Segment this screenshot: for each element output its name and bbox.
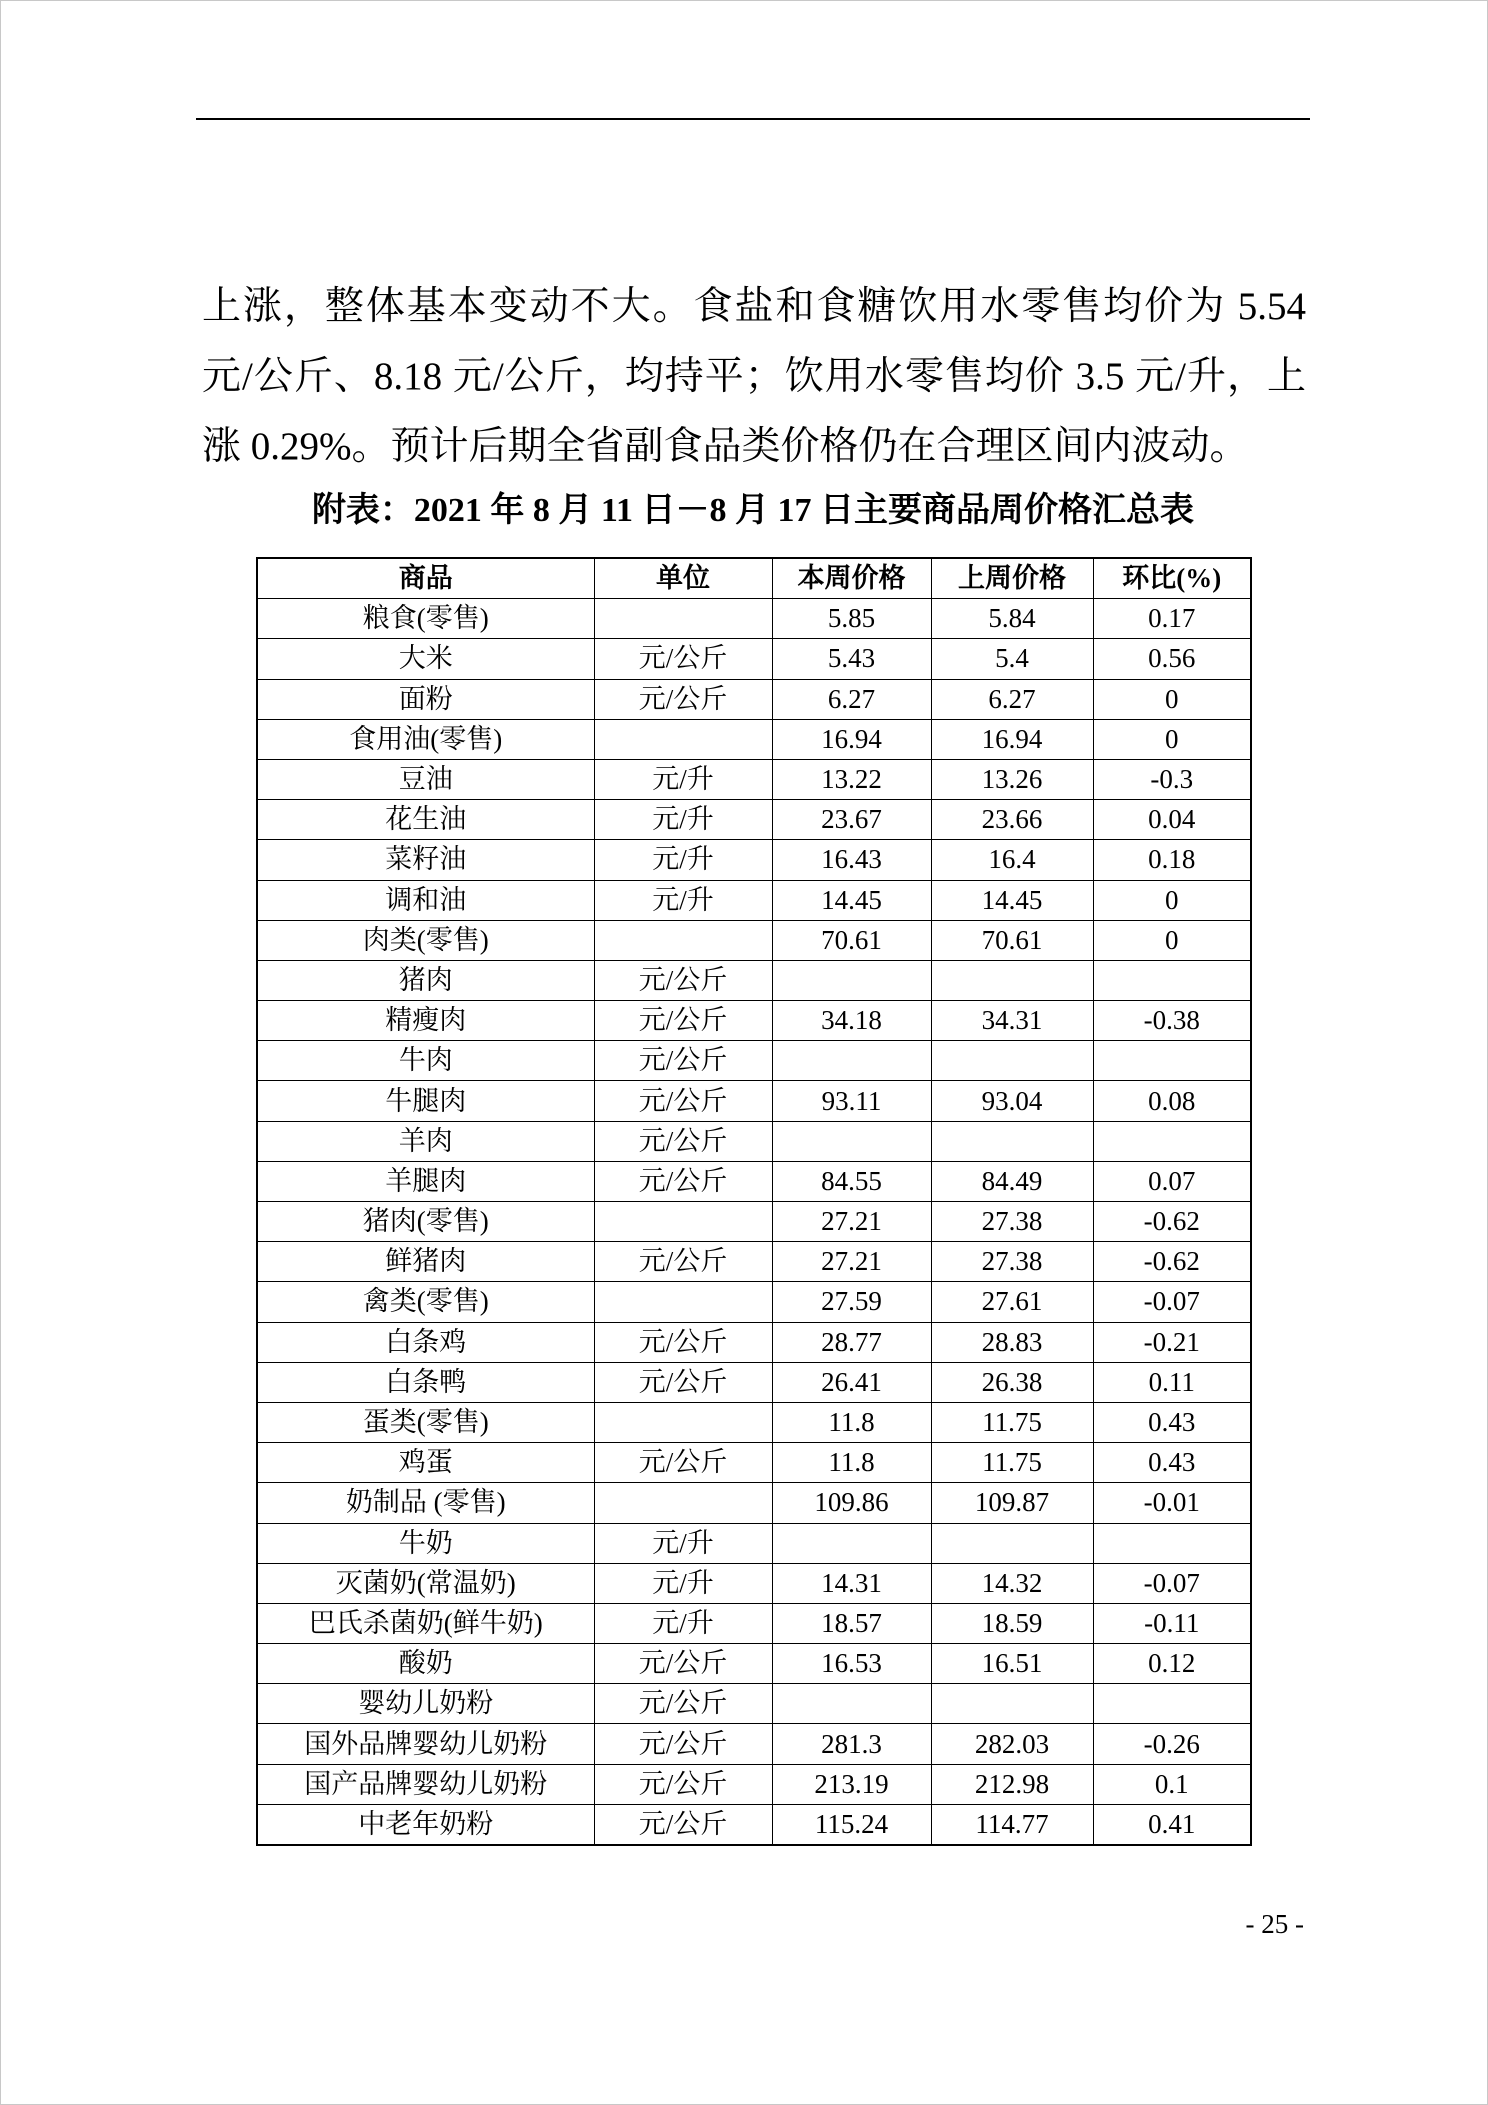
cell-unit [594,1202,772,1242]
cell-change-pct: -0.62 [1093,1202,1251,1242]
cell-unit: 元/升 [594,1523,772,1563]
cell-unit: 元/升 [594,1603,772,1643]
cell-commodity: 肉类(零售) [257,920,594,960]
table-row [257,1322,1251,1362]
cell-commodity: 牛肉 [257,1041,594,1081]
cell-unit [594,1282,772,1322]
cell-last-week-price: 11.75 [931,1443,1093,1483]
table-row [257,1804,1251,1845]
table-row [257,639,1251,679]
cell-commodity: 面粉 [257,679,594,719]
cell-this-week-price: 109.86 [772,1483,931,1523]
cell-last-week-price [931,1523,1093,1563]
cell-this-week-price: 16.43 [772,840,931,880]
header-rule [196,118,1310,120]
cell-unit: 元/公斤 [594,1644,772,1684]
table-title: 附表：2021 年 8 月 11 日－8 月 17 日主要商品周价格汇总表 [311,492,1195,529]
cell-last-week-price [931,1121,1093,1161]
table-row [257,800,1251,840]
cell-unit [594,599,772,639]
cell-unit: 元/公斤 [594,639,772,679]
table-body [257,599,1251,1845]
cell-change-pct: -0.38 [1093,1001,1251,1041]
table-row [257,1041,1251,1081]
cell-unit: 元/公斤 [594,1242,772,1282]
cell-change-pct [1093,1523,1251,1563]
cell-this-week-price: 11.8 [772,1402,931,1442]
table-row [257,1523,1251,1563]
cell-unit: 元/升 [594,880,772,920]
cell-commodity: 精瘦肉 [257,1001,594,1041]
cell-commodity: 酸奶 [257,1644,594,1684]
header-unit: 单位 [594,558,772,599]
cell-change-pct: -0.07 [1093,1282,1251,1322]
cell-this-week-price [772,1121,931,1161]
cell-commodity: 食用油(零售) [257,719,594,759]
cell-change-pct: 0 [1093,719,1251,759]
cell-commodity: 白条鸡 [257,1322,594,1362]
cell-this-week-price: 34.18 [772,1001,931,1041]
cell-change-pct: -0.21 [1093,1322,1251,1362]
cell-unit [594,1402,772,1442]
table-row [257,1282,1251,1322]
cell-change-pct: -0.11 [1093,1603,1251,1643]
cell-commodity: 蛋类(零售) [257,1402,594,1442]
cell-unit: 元/公斤 [594,1362,772,1402]
cell-this-week-price: 281.3 [772,1724,931,1764]
cell-last-week-price: 11.75 [931,1402,1093,1442]
table-row [257,1764,1251,1804]
cell-change-pct: 0 [1093,880,1251,920]
cell-change-pct [1093,1041,1251,1081]
cell-change-pct: 0.18 [1093,840,1251,880]
table-row [257,1001,1251,1041]
paragraph-line: 上涨，整体基本变动不大。食盐和食糖饮用水零售均价为 5.54 [202,285,1306,328]
cell-unit: 元/公斤 [594,960,772,1000]
cell-change-pct: -0.01 [1093,1483,1251,1523]
cell-last-week-price [931,1041,1093,1081]
cell-change-pct: -0.26 [1093,1724,1251,1764]
cell-last-week-price: 27.61 [931,1282,1093,1322]
cell-unit: 元/公斤 [594,1121,772,1161]
cell-change-pct: 0.12 [1093,1644,1251,1684]
cell-commodity: 婴幼儿奶粉 [257,1684,594,1724]
cell-unit: 元/升 [594,759,772,799]
cell-change-pct: 0.43 [1093,1443,1251,1483]
price-summary-table [256,557,1252,1846]
table-row [257,1402,1251,1442]
page-number: - 25 - [1245,1909,1304,1939]
cell-last-week-price: 70.61 [931,920,1093,960]
cell-last-week-price [931,960,1093,1000]
cell-last-week-price: 27.38 [931,1202,1093,1242]
cell-commodity: 牛奶 [257,1523,594,1563]
cell-this-week-price: 26.41 [772,1362,931,1402]
cell-change-pct: 0.07 [1093,1161,1251,1201]
cell-last-week-price: 13.26 [931,759,1093,799]
cell-change-pct: 0.08 [1093,1081,1251,1121]
cell-last-week-price: 14.45 [931,880,1093,920]
cell-change-pct: 0.04 [1093,800,1251,840]
cell-change-pct: 0.1 [1093,1764,1251,1804]
cell-this-week-price: 11.8 [772,1443,931,1483]
cell-commodity: 牛腿肉 [257,1081,594,1121]
table-row [257,1563,1251,1603]
cell-last-week-price: 27.38 [931,1242,1093,1282]
cell-unit: 元/公斤 [594,1724,772,1764]
cell-unit: 元/升 [594,800,772,840]
cell-this-week-price: 5.43 [772,639,931,679]
table-row [257,1161,1251,1201]
cell-commodity: 羊腿肉 [257,1161,594,1201]
cell-commodity: 鸡蛋 [257,1443,594,1483]
cell-unit [594,1483,772,1523]
cell-commodity: 国外品牌婴幼儿奶粉 [257,1724,594,1764]
cell-unit [594,719,772,759]
cell-last-week-price: 84.49 [931,1161,1093,1201]
cell-commodity: 灭菌奶(常温奶) [257,1563,594,1603]
cell-last-week-price: 26.38 [931,1362,1093,1402]
cell-this-week-price: 18.57 [772,1603,931,1643]
cell-this-week-price: 14.45 [772,880,931,920]
cell-unit [594,920,772,960]
table-row [257,1202,1251,1242]
cell-last-week-price: 5.4 [931,639,1093,679]
cell-change-pct: 0.43 [1093,1402,1251,1442]
cell-unit: 元/公斤 [594,1081,772,1121]
cell-commodity: 奶制品 (零售) [257,1483,594,1523]
cell-commodity: 调和油 [257,880,594,920]
table-row [257,1242,1251,1282]
cell-commodity: 鲜猪肉 [257,1242,594,1282]
cell-change-pct: -0.07 [1093,1563,1251,1603]
cell-unit: 元/升 [594,1563,772,1603]
cell-last-week-price: 93.04 [931,1081,1093,1121]
table-row [257,880,1251,920]
cell-commodity: 菜籽油 [257,840,594,880]
cell-commodity: 大米 [257,639,594,679]
cell-last-week-price: 23.66 [931,800,1093,840]
table-row [257,920,1251,960]
cell-change-pct [1093,1121,1251,1161]
cell-this-week-price [772,1041,931,1081]
cell-change-pct: -0.3 [1093,759,1251,799]
cell-last-week-price: 14.32 [931,1563,1093,1603]
cell-this-week-price: 27.21 [772,1242,931,1282]
cell-change-pct [1093,960,1251,1000]
cell-this-week-price: 213.19 [772,1764,931,1804]
cell-change-pct: 0 [1093,679,1251,719]
cell-last-week-price: 28.83 [931,1322,1093,1362]
cell-this-week-price [772,1523,931,1563]
cell-change-pct: 0.11 [1093,1362,1251,1402]
cell-change-pct: 0.41 [1093,1804,1251,1845]
cell-commodity: 中老年奶粉 [257,1804,594,1845]
cell-unit: 元/公斤 [594,1684,772,1724]
cell-unit: 元/升 [594,840,772,880]
header-last-week-price: 上周价格 [931,558,1093,599]
cell-this-week-price: 70.61 [772,920,931,960]
cell-change-pct: 0.56 [1093,639,1251,679]
cell-this-week-price: 16.94 [772,719,931,759]
header-change-pct: 环比(%) [1093,558,1251,599]
cell-commodity: 巴氏杀菌奶(鲜牛奶) [257,1603,594,1643]
cell-unit: 元/公斤 [594,1804,772,1845]
cell-commodity: 国产品牌婴幼儿奶粉 [257,1764,594,1804]
cell-commodity: 猪肉(零售) [257,1202,594,1242]
table-row [257,679,1251,719]
table-row [257,1121,1251,1161]
cell-last-week-price: 6.27 [931,679,1093,719]
cell-last-week-price: 16.94 [931,719,1093,759]
cell-this-week-price: 84.55 [772,1161,931,1201]
cell-this-week-price: 5.85 [772,599,931,639]
cell-last-week-price: 18.59 [931,1603,1093,1643]
cell-this-week-price: 23.67 [772,800,931,840]
cell-unit: 元/公斤 [594,679,772,719]
cell-change-pct: -0.62 [1093,1242,1251,1282]
cell-last-week-price: 34.31 [931,1001,1093,1041]
table-row [257,1724,1251,1764]
cell-this-week-price: 16.53 [772,1644,931,1684]
table-row [257,599,1251,639]
cell-commodity: 猪肉 [257,960,594,1000]
cell-this-week-price: 27.21 [772,1202,931,1242]
table-row [257,1081,1251,1121]
cell-this-week-price: 28.77 [772,1322,931,1362]
cell-change-pct: 0 [1093,920,1251,960]
cell-last-week-price: 212.98 [931,1764,1093,1804]
cell-last-week-price: 114.77 [931,1804,1093,1845]
paragraph-line: 元/公斤、8.18 元/公斤，均持平；饮用水零售均价 3.5 元/升，上 [202,355,1306,398]
table-row [257,1603,1251,1643]
cell-commodity: 粮食(零售) [257,599,594,639]
table-row [257,1362,1251,1402]
table-row [257,960,1251,1000]
cell-last-week-price: 5.84 [931,599,1093,639]
cell-commodity: 白条鸭 [257,1362,594,1402]
table-row [257,1443,1251,1483]
cell-commodity: 豆油 [257,759,594,799]
cell-last-week-price: 282.03 [931,1724,1093,1764]
paragraph-line: 涨 0.29%。预计后期全省副食品类价格仍在合理区间内波动。 [202,425,1249,468]
cell-commodity: 羊肉 [257,1121,594,1161]
cell-unit: 元/公斤 [594,1161,772,1201]
cell-this-week-price: 115.24 [772,1804,931,1845]
cell-commodity: 花生油 [257,800,594,840]
header-this-week-price: 本周价格 [772,558,931,599]
cell-this-week-price [772,960,931,1000]
cell-unit: 元/公斤 [594,1041,772,1081]
cell-this-week-price: 14.31 [772,1563,931,1603]
table-row [257,840,1251,880]
table-row [257,1644,1251,1684]
cell-this-week-price: 93.11 [772,1081,931,1121]
cell-last-week-price: 109.87 [931,1483,1093,1523]
cell-unit: 元/公斤 [594,1443,772,1483]
cell-change-pct [1093,1684,1251,1724]
cell-commodity: 禽类(零售) [257,1282,594,1322]
cell-unit: 元/公斤 [594,1322,772,1362]
cell-this-week-price: 6.27 [772,679,931,719]
cell-unit: 元/公斤 [594,1001,772,1041]
table-row [257,719,1251,759]
cell-unit: 元/公斤 [594,1764,772,1804]
table-row [257,1684,1251,1724]
cell-last-week-price: 16.51 [931,1644,1093,1684]
cell-last-week-price: 16.4 [931,840,1093,880]
cell-this-week-price [772,1684,931,1724]
table-header-row [257,558,1251,599]
cell-this-week-price: 13.22 [772,759,931,799]
table-row [257,759,1251,799]
cell-last-week-price [931,1684,1093,1724]
cell-this-week-price: 27.59 [772,1282,931,1322]
header-commodity: 商品 [257,558,594,599]
cell-change-pct: 0.17 [1093,599,1251,639]
table-row [257,1483,1251,1523]
